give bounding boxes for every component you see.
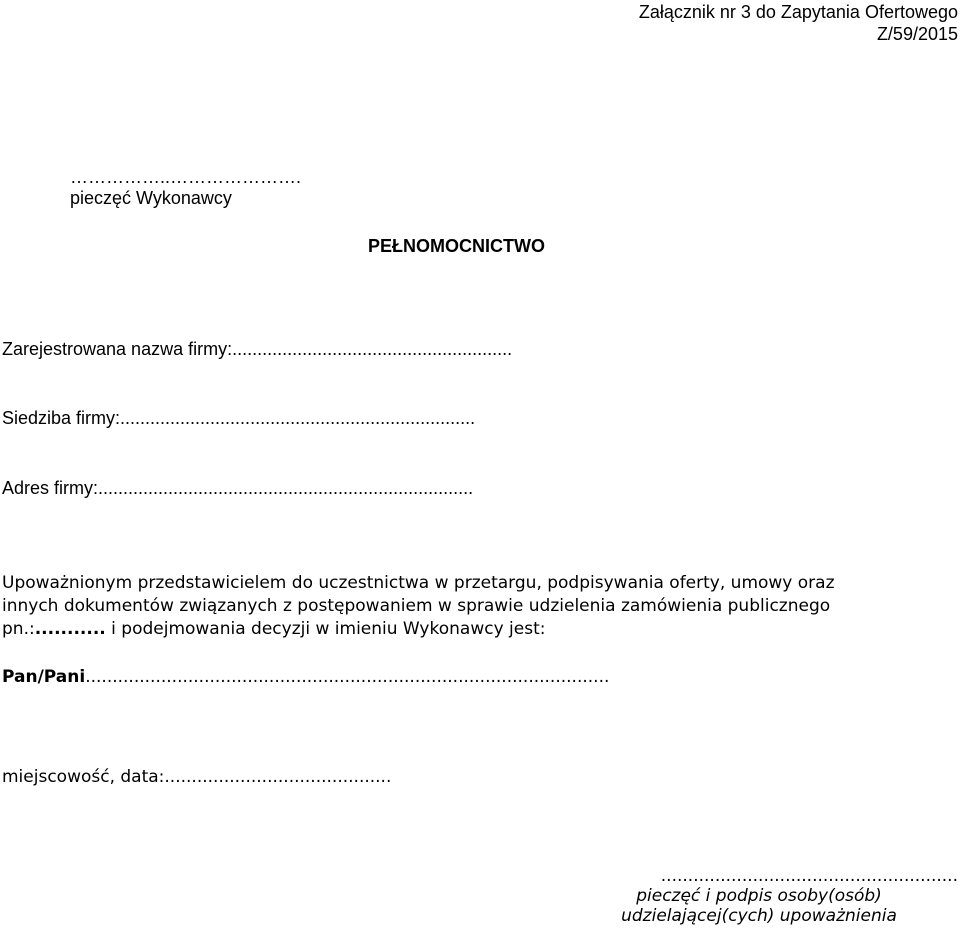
signature-dots: .......................................................	[660, 866, 958, 886]
company-seat-field: Siedziba firmy:.......................................................................	[2, 408, 476, 428]
reference-number: Z/59/2015	[876, 24, 958, 44]
signature-block	[560, 866, 958, 926]
company-name-field: Zarejestrowana nazwa firmy:........................................................	[2, 339, 513, 359]
place-date-field: miejscowość, data:..........................................	[2, 767, 392, 787]
document-title: PEŁNOMOCNICTWO	[368, 236, 545, 256]
company-address-field: Adres firmy:...........................................................................	[2, 478, 474, 498]
authorized-person-dots: .................................................................................................	[85, 667, 610, 687]
authorization-line-1: Upoważnionym przedstawicielem do uczestnictwa w przetargu, podpisywania oferty, umowy oraz	[2, 573, 835, 593]
authorized-person-label: Pan/Pani	[2, 667, 86, 687]
authorization-line-3-prefix: pn.:	[2, 619, 35, 639]
stamp-label: pieczęć Wykonawcy	[70, 188, 232, 208]
authorization-line-3	[2, 619, 545, 639]
stamp-dots: ……………..………………….	[70, 167, 302, 187]
authorization-line-2: innych dokumentów związanych z postępowaniem w sprawie udzielenia zamówienia publicznego	[2, 596, 831, 616]
authorization-line-3-dots: ...........	[34, 619, 106, 639]
authorized-person-line	[2, 667, 609, 687]
signature-caption-1: pieczęć i podpis osoby(osób)	[636, 886, 882, 906]
attachment-line: Załącznik nr 3 do Zapytania Ofertowego	[638, 2, 958, 22]
signature-caption-2: udzielającej(cych) upoważnienia	[621, 906, 897, 926]
authorization-line-3-suffix: i podejmowania decyzji w imieniu Wykonawcy jest:	[105, 619, 546, 639]
